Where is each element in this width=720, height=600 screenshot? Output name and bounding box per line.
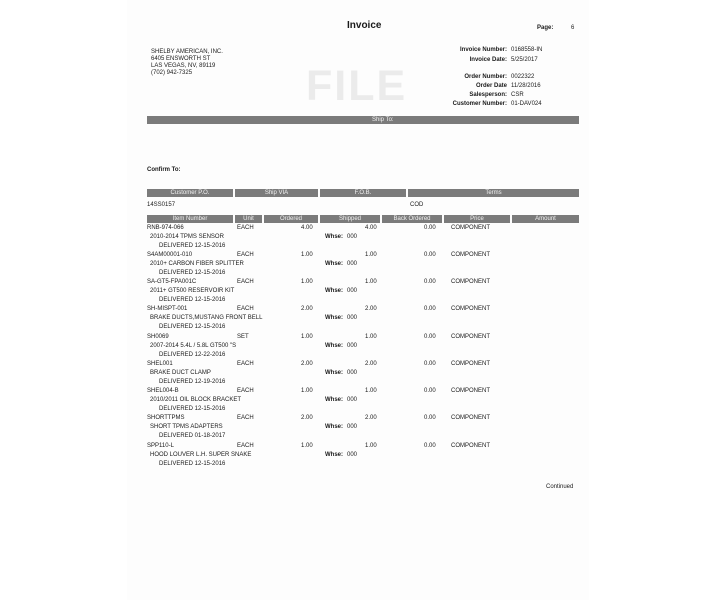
whse-label: Whse: <box>325 234 343 240</box>
document-title: Invoice <box>347 20 382 31</box>
salesperson-label: Salesperson: <box>469 92 507 98</box>
item-description: SHORT TPMS ADAPTERS <box>150 424 223 430</box>
whse-label: Whse: <box>325 343 343 349</box>
customer-po: 14SS0157 <box>147 202 176 208</box>
item-description: BRAKE DUCTS,MUSTANG FRONT BELL <box>150 315 263 321</box>
item-ordered: 2.00 <box>301 306 313 312</box>
item-price: COMPONENT <box>451 443 490 449</box>
page-number: 6 <box>571 25 575 31</box>
salesperson: CSR <box>511 92 524 98</box>
item-shipped: 2.00 <box>365 361 377 367</box>
item-price: COMPONENT <box>451 306 490 312</box>
item-description: 2007-2014 5.4L / 5.8L GT500 "S <box>150 343 237 349</box>
price-header: Price <box>470 216 484 222</box>
whse-label: Whse: <box>325 288 343 294</box>
item-shipped: 1.00 <box>365 252 377 258</box>
delivered-date: DELIVERED 12-22-2016 <box>159 352 226 358</box>
item-ordered: 1.00 <box>301 388 313 394</box>
item-price: COMPONENT <box>451 415 490 421</box>
item-shipped: 1.00 <box>365 334 377 340</box>
whse-label: Whse: <box>325 370 343 376</box>
item-number: SH-MISPT-001 <box>147 306 188 312</box>
whse-label: Whse: <box>325 452 343 458</box>
invoice-date-label: Invoice Date: <box>469 57 507 63</box>
confirm-to-label: Confirm To: <box>147 167 181 173</box>
item-price: COMPONENT <box>451 388 490 394</box>
delivered-date: DELIVERED 12-15-2016 <box>159 243 226 249</box>
terms-header: Terms <box>485 190 502 196</box>
item-ordered: 1.00 <box>301 443 313 449</box>
seller-street: 6405 ENSWORTH ST <box>151 56 211 62</box>
item-back-ordered: 0.00 <box>424 252 436 258</box>
item-price: COMPONENT <box>451 279 490 285</box>
item-price: COMPONENT <box>451 225 490 231</box>
item-unit: EACH <box>237 306 254 312</box>
item-shipped: 4.00 <box>365 225 377 231</box>
item-unit: EACH <box>237 361 254 367</box>
item-ordered: 2.00 <box>301 361 313 367</box>
item-shipped: 1.00 <box>365 279 377 285</box>
seller-phone: (702) 942-7325 <box>151 70 193 76</box>
item-back-ordered: 0.00 <box>424 388 436 394</box>
ordered-header: Ordered <box>279 216 302 222</box>
item-number-header: Item Number <box>172 216 208 222</box>
whse-value: 000 <box>347 397 358 403</box>
item-ordered: 1.00 <box>301 279 313 285</box>
item-shipped: 1.00 <box>365 388 377 394</box>
item-price: COMPONENT <box>451 334 490 340</box>
unit-header: Unit <box>243 216 254 222</box>
item-back-ordered: 0.00 <box>424 334 436 340</box>
item-description: 2010/2011 OIL BLOCK BRACKET <box>150 397 242 403</box>
item-number: S4AM00001-010 <box>147 252 193 258</box>
whse-label: Whse: <box>325 424 343 430</box>
item-unit: EACH <box>237 252 254 258</box>
customer-po-header: Customer P.O. <box>170 190 210 196</box>
file-stamp: FILE <box>306 62 408 110</box>
item-unit: EACH <box>237 443 254 449</box>
order-date-label: Order Date <box>475 83 507 89</box>
terms-value: COD <box>410 202 424 208</box>
customer-number-label: Customer Number: <box>452 101 507 107</box>
item-price: COMPONENT <box>451 361 490 367</box>
ship-to-bar <box>147 116 579 124</box>
seller-city: LAS VEGAS, NV, 89119 <box>151 63 216 69</box>
item-ordered: 1.00 <box>301 252 313 258</box>
delivered-date: DELIVERED 12-15-2016 <box>159 297 226 303</box>
continued-note: Continued <box>546 484 574 490</box>
item-unit: EACH <box>237 279 254 285</box>
seller-name: SHELBY AMERICAN, INC. <box>151 49 223 55</box>
order-number: 0022322 <box>511 74 535 80</box>
shipped-header: Shipped <box>338 216 362 222</box>
item-number: RNB-974-066 <box>147 225 184 231</box>
item-back-ordered: 0.00 <box>424 225 436 231</box>
amount-header: Amount <box>535 216 556 222</box>
item-back-ordered: 0.00 <box>424 415 436 421</box>
whse-value: 000 <box>347 370 358 376</box>
delivered-date: DELIVERED 12-15-2016 <box>159 461 226 467</box>
order-number-label: Order Number: <box>464 74 507 80</box>
item-number: SHEL004-B <box>147 388 179 394</box>
delivered-date: DELIVERED 01-18-2017 <box>159 433 226 439</box>
delivered-date: DELIVERED 12-15-2016 <box>159 406 226 412</box>
delivered-date: DELIVERED 12-19-2016 <box>159 379 226 385</box>
item-number: SHORTTPMS <box>147 415 185 421</box>
item-ordered: 2.00 <box>301 415 313 421</box>
item-description: 2010+ CARBON FIBER SPLITTER <box>150 261 244 267</box>
invoice-number-label: Invoice Number: <box>459 47 507 53</box>
delivered-date: DELIVERED 12-15-2016 <box>159 270 226 276</box>
whse-value: 000 <box>347 424 358 430</box>
item-shipped: 2.00 <box>365 415 377 421</box>
item-description: HOOD LOUVER L.H. SUPER SNAKE <box>150 452 252 458</box>
whse-value: 000 <box>347 315 358 321</box>
item-ordered: 1.00 <box>301 334 313 340</box>
fob-header: F.O.B. <box>354 190 372 196</box>
ship-via-header: Ship VIA <box>264 190 289 196</box>
item-number: SHEL001 <box>147 361 173 367</box>
item-number: SH0069 <box>147 334 169 340</box>
item-shipped: 2.00 <box>365 306 377 312</box>
item-back-ordered: 0.00 <box>424 443 436 449</box>
item-ordered: 4.00 <box>301 225 313 231</box>
item-unit: EACH <box>237 415 254 421</box>
ship-to-label: Ship To: <box>372 117 394 123</box>
whse-label: Whse: <box>325 397 343 403</box>
item-price: COMPONENT <box>451 252 490 258</box>
back-ordered-header: Back Ordered <box>393 216 431 222</box>
item-unit: EACH <box>237 225 254 231</box>
page-label: Page: <box>537 25 554 31</box>
item-number: SPP110-L <box>147 443 174 449</box>
seller-address <box>151 49 223 77</box>
order-date: 11/28/2016 <box>511 83 541 89</box>
invoice-date: 5/25/2017 <box>511 57 538 63</box>
delivered-date: DELIVERED 12-15-2016 <box>159 324 226 330</box>
item-description: 2010-2014 TPMS SENSOR <box>150 234 224 240</box>
invoice-number: 0168558-IN <box>511 47 543 53</box>
whse-value: 000 <box>347 288 358 294</box>
whse-value: 000 <box>347 261 358 267</box>
item-description: 2011+ GT500 RESERVOIR KIT <box>150 288 235 294</box>
whse-value: 000 <box>347 343 358 349</box>
whse-value: 000 <box>347 234 358 240</box>
whse-label: Whse: <box>325 315 343 321</box>
item-back-ordered: 0.00 <box>424 361 436 367</box>
whse-value: 000 <box>347 452 358 458</box>
item-back-ordered: 0.00 <box>424 306 436 312</box>
customer-number: 01-DAV024 <box>511 101 542 107</box>
item-unit: EACH <box>237 388 254 394</box>
item-number: SA-GT5-FPA001C <box>147 279 197 285</box>
item-description: BRAKE DUCT CLAMP <box>150 370 211 376</box>
item-unit: SET <box>237 334 249 340</box>
item-shipped: 1.00 <box>365 443 377 449</box>
whse-label: Whse: <box>325 261 343 267</box>
item-back-ordered: 0.00 <box>424 279 436 285</box>
